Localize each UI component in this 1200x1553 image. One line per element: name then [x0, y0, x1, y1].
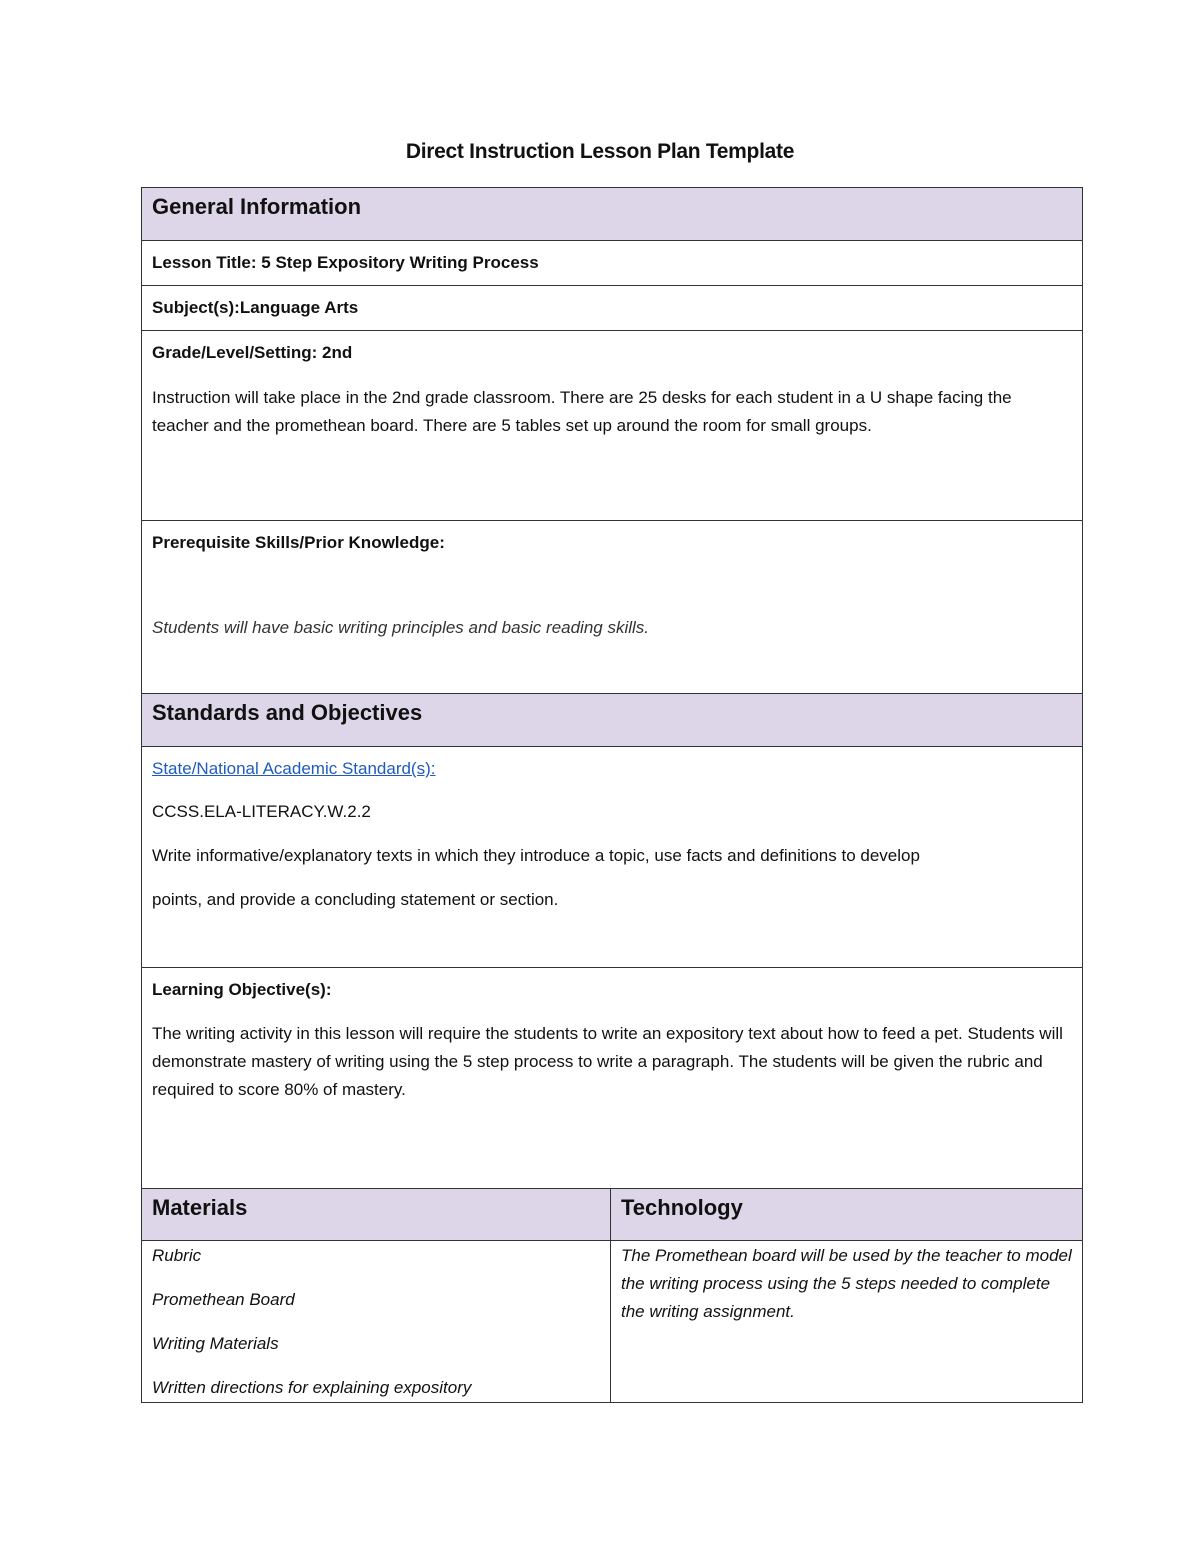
general-information-header: General Information: [142, 188, 1083, 241]
prerequisite-cell: [142, 521, 1083, 694]
lesson-title-cell: [142, 241, 1083, 286]
grade-setting-cell: [142, 331, 1083, 521]
lesson-plan-table: [141, 187, 1083, 1403]
prerequisite-text: Students will have basic writing principles and basic reading skills.: [152, 618, 650, 637]
list-item: Written directions for explaining expository: [152, 1378, 472, 1397]
learning-objectives-cell: [142, 968, 1083, 1189]
standards-objectives-header: Standards and Objectives: [142, 694, 1083, 747]
setting-description: Instruction will take place in the 2nd grade classroom. There are 25 desks for each student in a U shape facing the teacher and the promethean board. There are 5 tables set up around the room for small groups.: [152, 388, 1012, 435]
standard-code: CCSS.ELA-LITERACY.W.2.2: [152, 802, 371, 821]
academic-standards-link[interactable]: State/National Academic Standard(s):: [152, 759, 436, 778]
subjects: Subject(s):Language Arts: [152, 298, 359, 317]
materials-cell: [142, 1241, 611, 1403]
materials-list: [152, 1242, 600, 1402]
standards-cell: [142, 747, 1083, 968]
standard-text-line1: Write informative/explanatory texts in which they introduce a topic, use facts and definitions to develop: [152, 846, 920, 865]
list-item: Rubric: [152, 1246, 202, 1265]
materials-header: Materials: [142, 1189, 611, 1241]
standard-text-line2: points, and provide a concluding statement or section.: [152, 890, 559, 909]
page-title: Direct Instruction Lesson Plan Template: [405, 140, 795, 163]
subjects-cell: [142, 286, 1083, 331]
technology-cell: [611, 1241, 1083, 1403]
learning-objectives-text: The writing activity in this lesson will require the students to write an expository text about how to feed a pet. Students will demonstrate mastery of writing using the 5 step process to write a paragraph. The students will be given the rubric and required to score 80% of mastery.: [152, 1024, 1063, 1099]
grade-level-setting: Grade/Level/Setting: 2nd: [152, 343, 353, 362]
list-item: Promethean Board: [152, 1290, 295, 1309]
prerequisite-label: Prerequisite Skills/Prior Knowledge:: [152, 533, 445, 552]
technology-header: Technology: [611, 1189, 1083, 1241]
list-item: Writing Materials: [152, 1334, 279, 1353]
learning-objectives-label: Learning Objective(s):: [152, 980, 332, 999]
lesson-title: Lesson Title: 5 Step Expository Writing Process: [152, 253, 539, 272]
technology-text: The Promethean board will be used by the teacher to model the writing process using the 5 steps needed to complete the writing assignment.: [621, 1246, 1072, 1321]
